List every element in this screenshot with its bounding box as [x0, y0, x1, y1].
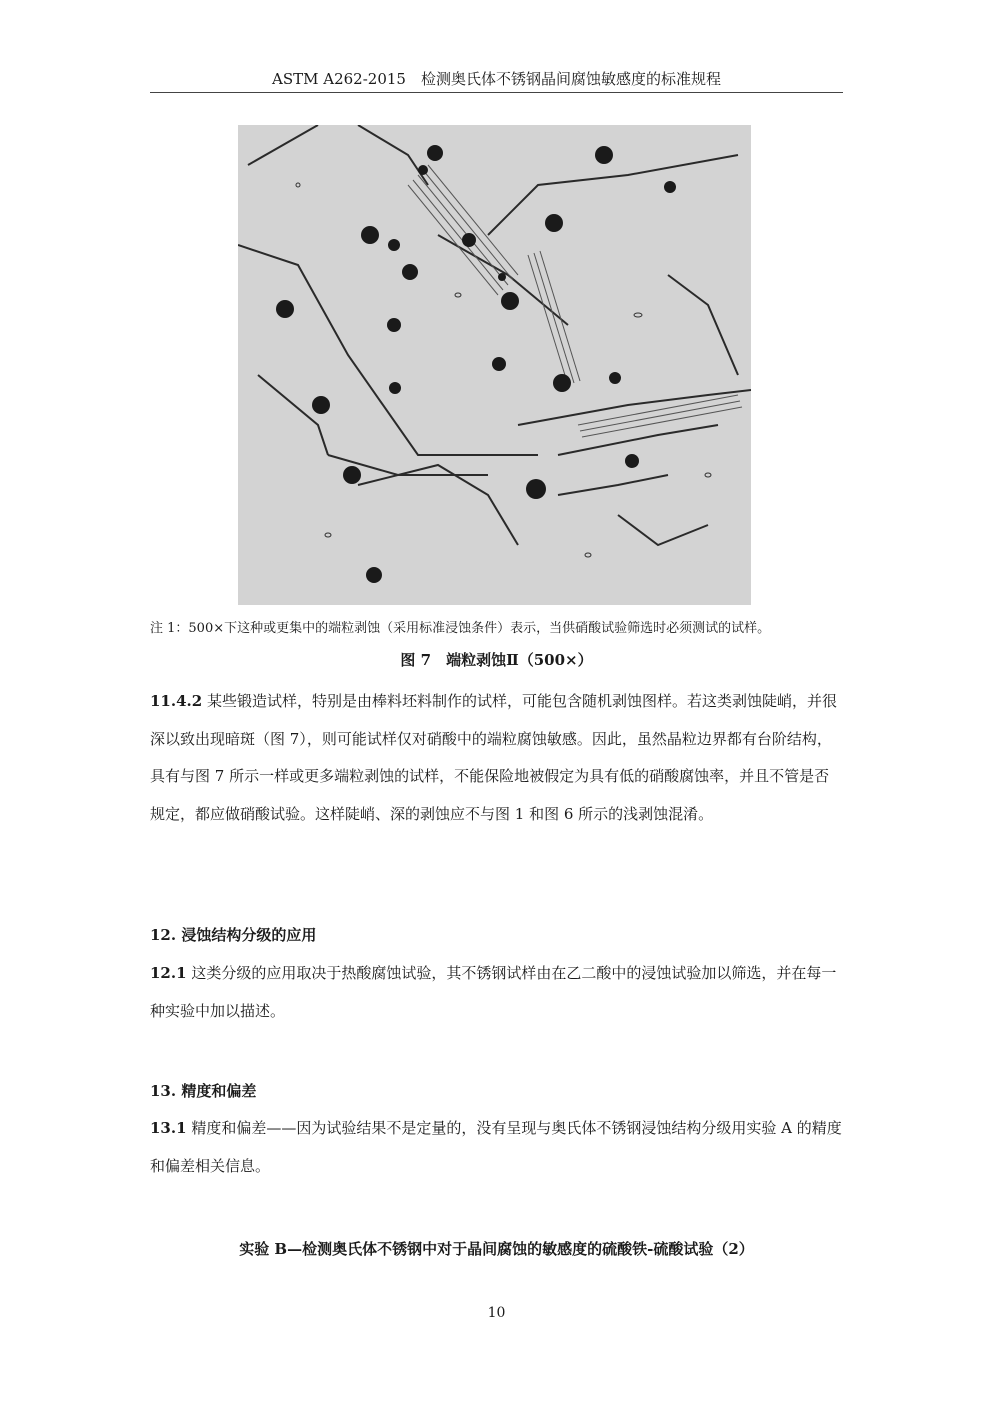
section-13-heading: 13. 精度和偏差 — [150, 1082, 257, 1100]
paragraph-13-1 — [150, 1110, 843, 1185]
micrograph-image — [238, 125, 751, 605]
clause-text: 这类分级的应用取决于热酸腐蚀试验，其不锈钢试样由在乙二酸中的浸蚀试验加以筛选，并在每一种实验中加以描述。 — [150, 964, 837, 1020]
figure-caption: 图 7 端粒剥蚀Ⅱ（500×） — [400, 651, 593, 669]
paragraph-11-4-2 — [150, 683, 843, 833]
clause-number: 11.4.2 — [150, 692, 203, 710]
section-12-heading: 12. 浸蚀结构分级的应用 — [150, 926, 317, 944]
running-header — [150, 66, 843, 93]
micrograph-icon — [238, 125, 751, 605]
clause-number: 13.1 — [150, 1119, 187, 1137]
clause-text: 某些锻造试样，特别是由棒料坯料制作的试样，可能包含随机剥蚀图样。若这类剥蚀陡峭，并很深以致出现暗斑（图 7），则可能试样仅对硝酸中的端粒腐蚀敏感。因此，虽然晶粒边界都有台阶结构，具有与图 7 所示一样或更多端粒剥蚀的试样，不能保险地被假定为具有低的硝酸腐蚀率，并且不管是否规定，都应做硝酸试验。这样陡峭、深的剥蚀应不与图 1 和图 6 所示的浅剥蚀混淆。 — [150, 692, 837, 823]
page-number: 10 — [487, 1305, 506, 1321]
paragraph-12-1 — [150, 955, 843, 1030]
practice-b-heading: 实验 B—检测奥氏体不锈钢中对于晶间腐蚀的敏感度的硫酸铁-硫酸试验（2） — [239, 1240, 754, 1258]
clause-number: 12.1 — [150, 964, 187, 982]
header-title: ASTM A262-2015 检测奥氏体不锈钢晶间腐蚀敏感度的标准规程 — [272, 70, 721, 88]
figure-note: 注 1：500×下这种或更集中的端粒剥蚀（采用标准浸蚀条件）表示，当供硝酸试验筛选时必须测试的试样。 — [150, 621, 771, 636]
clause-text: 精度和偏差——因为试验结果不是定量的，没有呈现与奥氏体不锈钢浸蚀结构分级用实验 A 的精度和偏差相关信息。 — [150, 1119, 842, 1175]
